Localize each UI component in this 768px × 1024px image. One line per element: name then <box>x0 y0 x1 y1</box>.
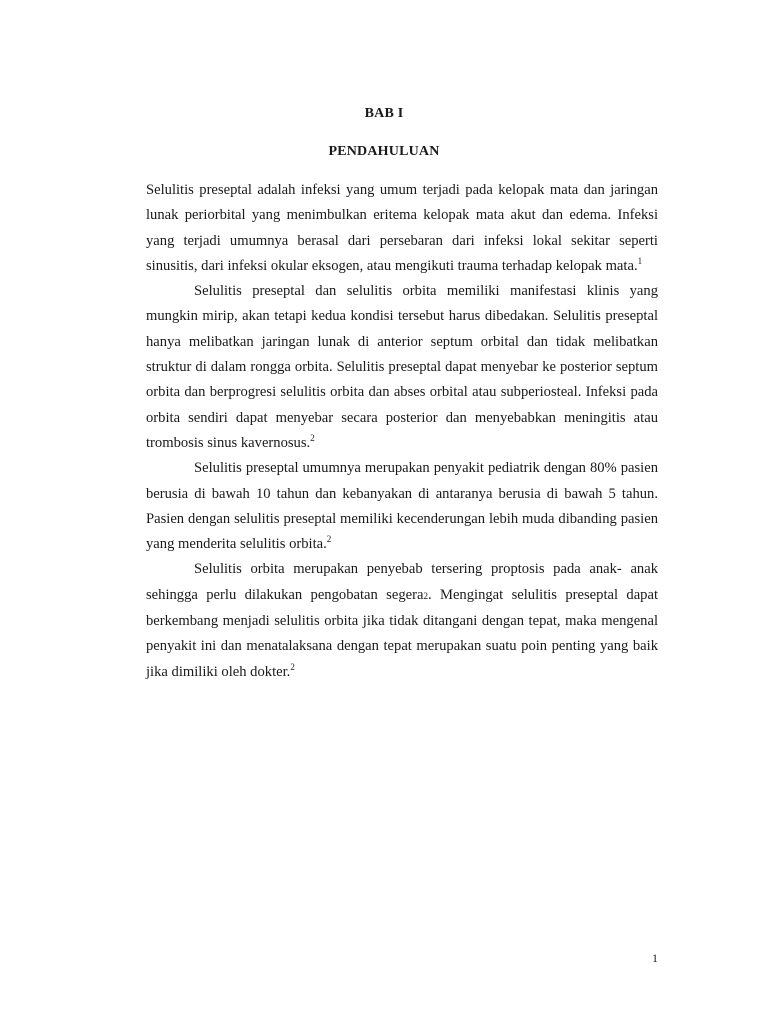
inline-ref: 2 <box>423 590 428 601</box>
paragraph-text-after: . Mengingat selulitis preseptal dapat berkembang menjadi selulitis orbita jika tidak ditangani dengan tepat, maka mengenal penyakit ini dan menatalaksana dengan tepat merupakan suatu poin penting yang baik jika dimiliki oleh dokter. <box>146 586 659 680</box>
page-number: 1 <box>652 951 658 965</box>
paragraph-4 <box>146 557 658 684</box>
chapter-heading: BAB I <box>364 106 404 121</box>
paragraph-text: Selulitis preseptal dan selulitis orbita memiliki manifestasi klinis yang mungkin mirip, akan tetapi kedua kondisi tersebut harus dibedakan. Selulitis preseptal hanya melibatkan jaringan lunak di anterior septum orbital dan tidak melibatkan struktur di dalam rongga orbita. Selulitis preseptal dapat menyebar ke posterior septum orbita dan berprogresi selulitis orbita dan abses orbital atau subperiosteal. Infeksi pada orbita sendiri dapat menyebar secara posterior dan menyebabkan meningitis atau trombosis sinus kavernosus. <box>146 283 658 451</box>
body-text <box>146 178 658 685</box>
footnote-ref: 2 <box>290 661 295 672</box>
footnote-ref: 2 <box>326 534 332 545</box>
paragraph-1 <box>146 178 658 279</box>
paragraph-text: Selulitis preseptal adalah infeksi yang umum terjadi pada kelopak mata dan jaringan lunak periorbital yang menimbulkan eritema kelopak mata akut dan edema. Infeksi yang terjadi umumnya berasal dari persebaran dari infeksi lokal sekitar seperti sinusitis, dari infeksi okular eksogen, atau mengikuti trauma terhadap kelopak mata. <box>146 182 658 274</box>
footnote-ref: 1 <box>637 256 643 267</box>
footnote-ref: 2 <box>310 433 315 444</box>
paragraph-text-before: Selulitis orbita merupakan penyebab tersering proptosis pada anak- anak sehingga perlu dilakukan pengobatan segera <box>146 561 658 603</box>
chapter-title: PENDAHULUAN <box>328 144 440 159</box>
paragraph-text: Selulitis preseptal umumnya merupakan penyakit pediatrik dengan 80% pasien berusia di bawah 10 tahun dan kebanyakan di antaranya berusia di bawah 5 tahun. Pasien dengan selulitis preseptal memiliki kecenderungan lebih muda dibanding pasien yang menderita selulitis orbita. <box>146 460 658 553</box>
paragraph-3 <box>146 456 658 557</box>
paragraph-2 <box>146 279 658 456</box>
